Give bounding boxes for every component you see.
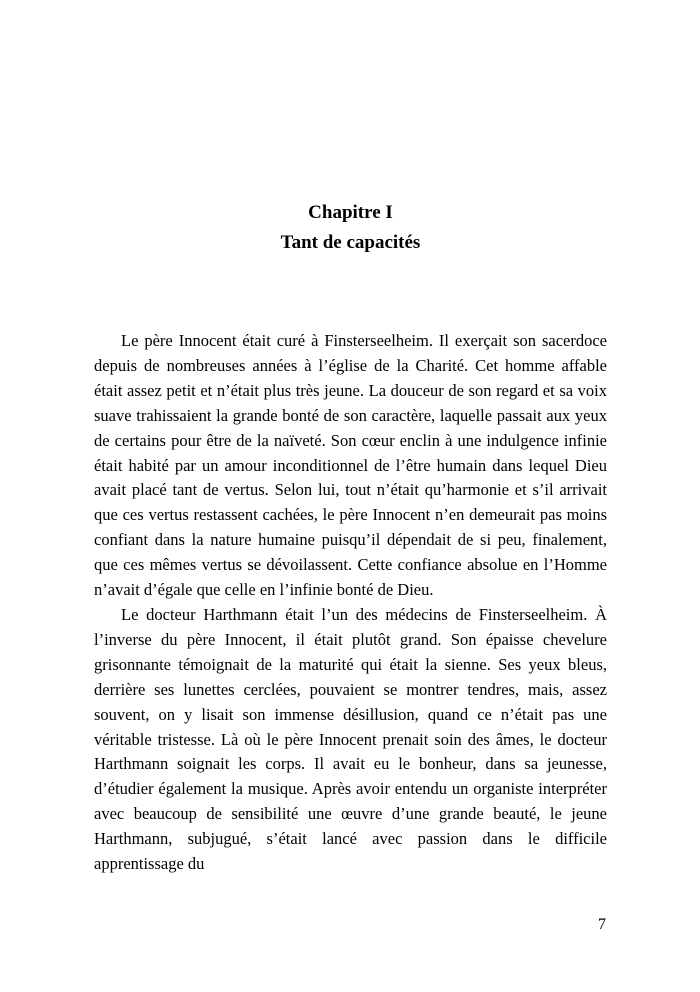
page-number: 7 xyxy=(598,916,606,933)
body-text xyxy=(94,329,607,877)
paragraph-1: Le père Innocent était curé à Finsterseelheim. Il exerçait son sacerdoce depuis de nombreuses années à l’église de la Charité. Cet homme affable était assez petit et n’était plus très jeune. La douceur de son regard et sa voix suave trahissaient la grande bonté de son caractère, laquelle passait aux yeux de certains pour être de la naïveté. Son cœur enclin à une indulgence infinie était habité par un amour inconditionnel de l’être humain dans lequel Dieu avait placé tant de vertus. Selon lui, tout n’était qu’harmonie et s’il arrivait que ces vertus restassent cachées, le père Innocent n’en demeurait pas moins confiant dans la nature humaine puisqu’il dépendait de si peu, finalement, que ces mêmes vertus se dévoilassent. Cette confiance absolue en l’Homme n’avait d’égale que celle en l’infinie bonté de Dieu. xyxy=(94,331,607,600)
paragraph-2: Le docteur Harthmann était l’un des médecins de Finsterseelheim. À l’inverse du père Innocent, il était plutôt grand. Son épaisse chevelure grisonnante témoignait de la maturité qui était la sienne. Ses yeux bleus, derrière ses lunettes cerclées, pouvaient se montrer tendres, mais, assez souvent, on y lisait son immense désillusion, quand ce n’était pas une véritable tristesse. Là où le père Innocent prenait soin des âmes, le docteur Harthmann soignait les corps. Il avait eu le bonheur, dans sa jeunesse, d’étudier également la musique. Après avoir entendu un organiste interpréter avec beaucoup de sensibilité une œuvre d’une grande beauté, le jeune Harthmann, subjugué, s’était lancé avec passion dans le difficile apprentissage du xyxy=(94,604,607,874)
chapter-subtitle: Tant de capacités xyxy=(280,232,421,253)
chapter-heading xyxy=(94,198,607,258)
chapter-title: Chapitre I xyxy=(308,202,393,223)
